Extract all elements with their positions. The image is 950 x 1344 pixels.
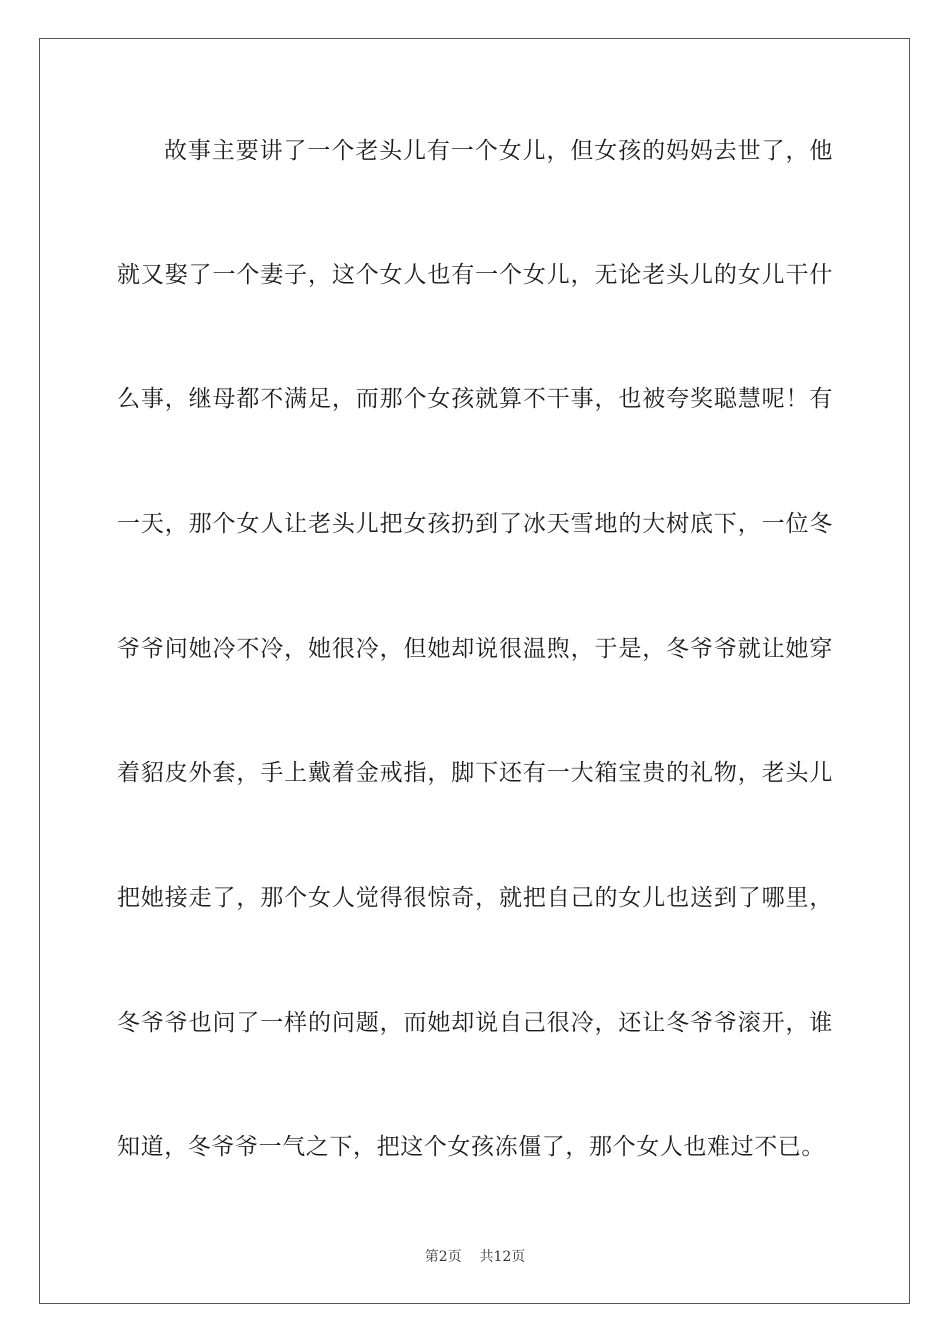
- paragraph-line-6: 着貂皮外套，手上戴着金戒指，脚下还有一大箱宝贵的礼物，老头儿: [117, 760, 833, 786]
- paragraph-line-4: 一天，那个女人让老头儿把女孩扔到了冰天雪地的大树底下，一位冬: [117, 511, 833, 537]
- paragraph-line-1: 故事主要讲了一个老头儿有一个女儿，但女孩的妈妈去世了，他: [164, 138, 833, 164]
- page-frame: [39, 38, 910, 1304]
- paragraph-line-9: 知道，冬爷爷一气之下，把这个女孩冻僵了，那个女人也难过不已。: [117, 1134, 825, 1160]
- page-number-current: 第2页: [424, 1249, 462, 1265]
- paragraph-line-7: 把她接走了，那个女人觉得很惊奇，就把自己的女儿也送到了哪里，: [117, 885, 833, 911]
- paragraph-line-2: 就又娶了一个妻子，这个女人也有一个女儿，无论老头儿的女儿干什: [117, 262, 833, 288]
- paragraph-line-8: 冬爷爷也问了一样的问题，而她却说自己很冷，还让冬爷爷滚开，谁: [117, 1010, 833, 1036]
- page-number-total: 共12页: [479, 1249, 526, 1265]
- paragraph-line-3: 么事，继母都不满足，而那个女孩就算不干事，也被夸奖聪慧呢！有: [117, 386, 833, 412]
- paragraph-line-5: 爷爷问她冷不冷，她很冷，但她却说很温煦，于是，冬爷爷就让她穿: [117, 636, 833, 662]
- page-footer: [0, 1246, 950, 1266]
